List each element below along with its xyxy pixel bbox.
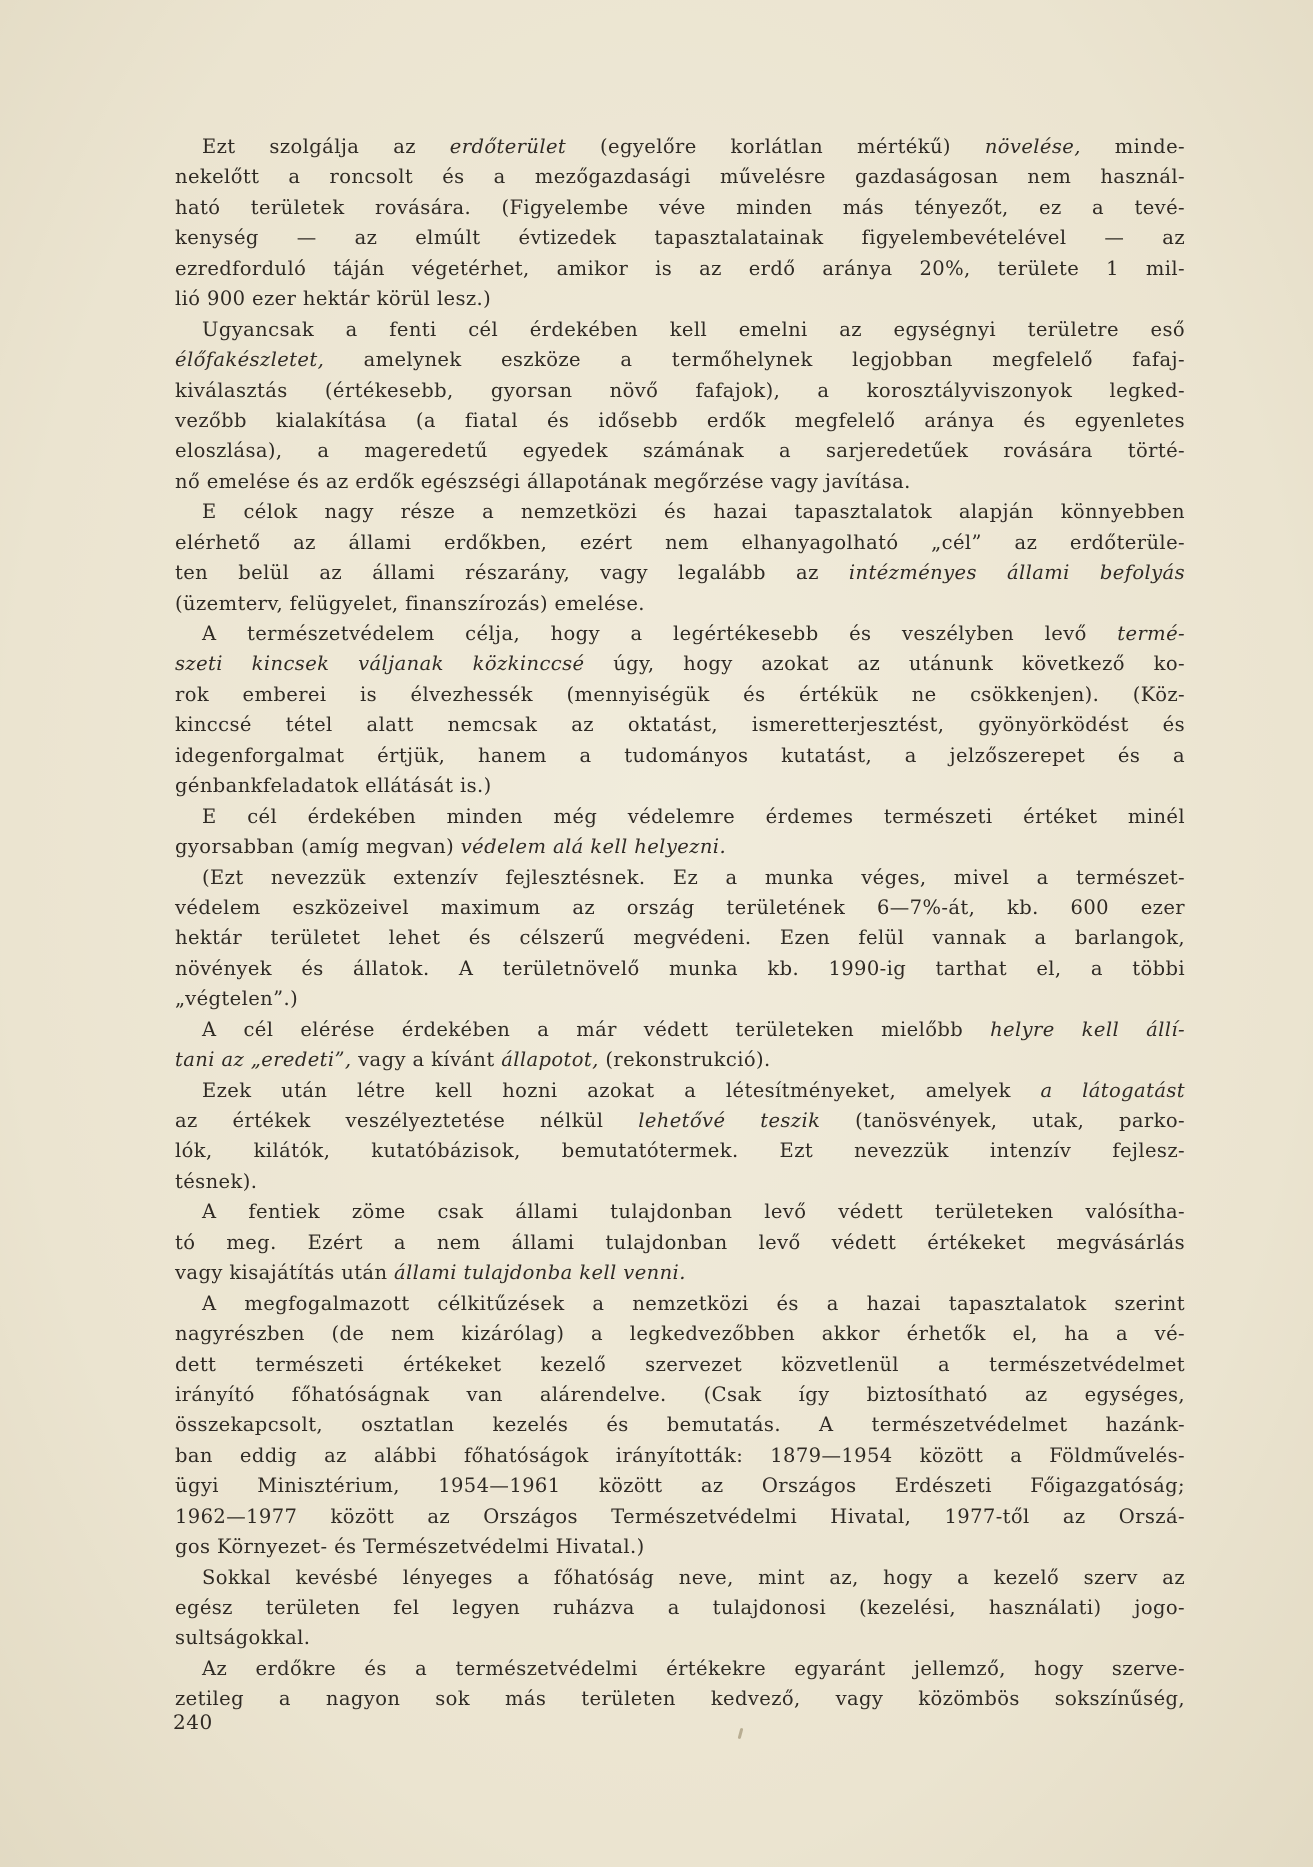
text-segment: Sokkal kevésbé lényeges a főhatóság neve, mint az, hogy a kezelő szerv az bbox=[202, 1565, 1185, 1589]
text-line bbox=[175, 954, 1185, 984]
text-segment: elérhető az állami erdőkben, ezért nem elhanyagolható „cél” az erdőterüle- bbox=[175, 530, 1185, 554]
text-line bbox=[175, 1106, 1185, 1136]
body-text bbox=[175, 132, 1185, 1715]
text-line bbox=[175, 132, 1185, 162]
italic-text: termé- bbox=[1117, 622, 1185, 645]
text-line bbox=[175, 528, 1185, 558]
text-line bbox=[175, 802, 1185, 832]
italic-text: szeti kincsek váljanak közkinccsé bbox=[175, 652, 585, 676]
text-line bbox=[175, 467, 1185, 497]
text-line bbox=[175, 589, 1185, 619]
text-line bbox=[175, 893, 1185, 923]
text-segment: (üzemterv, felügyelet, finanszírozás) emelése. bbox=[175, 591, 645, 615]
text-segment: kenység — az elmúlt évtizedek tapasztalatainak figyelembevételével — az bbox=[175, 226, 1185, 250]
italic-text: a látogatást bbox=[1040, 1078, 1185, 1102]
text-line bbox=[175, 710, 1185, 740]
text-line bbox=[175, 1563, 1185, 1593]
text-segment: (tanösvények, utak, parko- bbox=[820, 1109, 1185, 1132]
text-segment: kinccsé tétel alatt nemcsak az oktatást, ismeretterjesztést, gyönyörködést és bbox=[175, 713, 1185, 737]
text-segment: lók, kilátók, kutatóbázisok, bemutatótermek. Ezt nevezzük intenzív fejlesz- bbox=[175, 1139, 1185, 1163]
text-line bbox=[175, 771, 1185, 801]
page-number: 240 bbox=[173, 1710, 213, 1734]
text-line bbox=[175, 863, 1185, 893]
text-segment: Ezt szolgálja az bbox=[202, 135, 450, 158]
text-segment: ezredforduló táján végetérhet, amikor is az erdő aránya 20%, területe 1 mil- bbox=[175, 256, 1185, 280]
text-line bbox=[175, 1076, 1185, 1106]
text-segment: tésnek). bbox=[175, 1169, 258, 1193]
text-segment: Ugyancsak a fenti cél érdekében kell emelni az egységnyi területre eső bbox=[202, 317, 1185, 341]
italic-text: állami tulajdonba kell venni. bbox=[394, 1261, 686, 1285]
text-segment: rok emberei is élvezhessék (mennyiségük és értékük ne csökkenjen). (Köz- bbox=[175, 682, 1185, 706]
text-line bbox=[175, 376, 1185, 406]
text-segment: (rekonstrukció). bbox=[598, 1048, 771, 1072]
text-segment: dett természeti értékeket kezelő szervezet közvetlenül a természetvédelmet bbox=[175, 1352, 1185, 1376]
text-segment: génbankfeladatok ellátását is.) bbox=[175, 774, 492, 798]
text-line bbox=[175, 315, 1185, 345]
text-line bbox=[175, 1289, 1185, 1319]
text-line bbox=[175, 619, 1185, 649]
text-segment: növények és állatok. A területnövelő munka kb. 1990-ig tarthat el, a többi bbox=[175, 956, 1185, 980]
italic-text: erdőterület bbox=[449, 135, 567, 158]
text-line bbox=[175, 223, 1185, 253]
text-segment: 1962—1977 között az Országos Természetvédelmi Hivatal, 1977-től az Orszá- bbox=[175, 1504, 1185, 1528]
italic-text: intézményes állami befolyás bbox=[848, 561, 1185, 585]
text-line bbox=[175, 1654, 1185, 1684]
text-segment: vezőbb kialakítása (a fiatal és idősebb erdők megfelelő aránya és egyenletes bbox=[175, 408, 1185, 432]
text-segment: nekelőtt a roncsolt és a mezőgazdasági művelésre gazdaságosan nem használ- bbox=[175, 165, 1185, 189]
text-segment: Ezek után létre kell hozni azokat a létesítményeket, amelyek bbox=[202, 1078, 1041, 1102]
text-segment: irányító főhatóságnak van alárendelve. (Csak így biztosítható az egységes, bbox=[175, 1382, 1185, 1406]
text-line bbox=[175, 1410, 1185, 1440]
italic-text: növelése, bbox=[984, 135, 1081, 158]
text-line bbox=[175, 1258, 1185, 1288]
text-line bbox=[175, 1684, 1185, 1714]
text-segment: „végtelen”.) bbox=[175, 987, 299, 1011]
text-segment: A megfogalmazott célkitűzések a nemzetközi és a hazai tapasztalatok szerint bbox=[202, 1291, 1185, 1315]
text-line bbox=[175, 1167, 1185, 1197]
text-line bbox=[175, 193, 1185, 223]
text-line bbox=[175, 1228, 1185, 1258]
text-segment: (Ezt nevezzük extenzív fejlesztésnek. Ez a munka véges, mivel a természet- bbox=[202, 865, 1185, 889]
text-line bbox=[175, 162, 1185, 192]
text-line bbox=[175, 680, 1185, 710]
text-segment: nagyrészben (de nem kizárólag) a legkedvezőbben akkor érhetők el, ha a vé- bbox=[175, 1322, 1185, 1346]
text-segment: hektár területet lehet és célszerű megvédeni. Ezen felül vannak a barlangok, bbox=[175, 926, 1185, 950]
italic-text: élőfakészletet, bbox=[175, 348, 325, 372]
italic-text: tani az „eredeti”, bbox=[175, 1048, 352, 1072]
text-line bbox=[175, 558, 1185, 588]
text-segment: védelem eszközeivel maximum az ország területének 6—7%-át, kb. 600 ezer bbox=[175, 895, 1185, 919]
text-line bbox=[175, 1015, 1185, 1045]
text-segment: kiválasztás (értékesebb, gyorsan növő fafajok), a korosztályviszonyok legked- bbox=[175, 378, 1185, 402]
text-line bbox=[175, 832, 1185, 862]
text-line bbox=[175, 1350, 1185, 1380]
text-segment: ban eddig az alábbi főhatóságok irányították: 1879—1954 között a Földművelés- bbox=[175, 1443, 1185, 1467]
text-segment: gyorsabban (amíg megvan) bbox=[175, 835, 461, 859]
text-line bbox=[175, 1380, 1185, 1410]
text-segment: zetileg a nagyon sok más területen kedvező, vagy közömbös sokszínűség, bbox=[175, 1687, 1185, 1711]
italic-text: lehetővé teszik bbox=[638, 1109, 821, 1132]
text-line bbox=[175, 254, 1185, 284]
text-segment: úgy, hogy azokat az utánunk következő ko- bbox=[584, 652, 1186, 676]
text-segment: tó meg. Ezért a nem állami tulajdonban levő védett értékeket megvásárlás bbox=[175, 1230, 1185, 1254]
text-segment: lió 900 ezer hektár körül lesz.) bbox=[175, 287, 492, 311]
text-segment: összekapcsolt, osztatlan kezelés és bemutatás. A természetvédelmet hazánk- bbox=[175, 1413, 1185, 1437]
text-segment: vagy a kívánt bbox=[351, 1048, 502, 1072]
text-segment: ügyi Minisztérium, 1954—1961 között az Országos Erdészeti Főigazgatóság; bbox=[175, 1474, 1185, 1498]
text-line bbox=[175, 1623, 1185, 1653]
text-segment: nő emelése és az erdők egészségi állapotának megőrzése vagy javítása. bbox=[175, 469, 911, 493]
text-segment: ható területek rovására. (Figyelembe véve minden más tényezőt, ez a tevé- bbox=[175, 195, 1185, 219]
text-line bbox=[175, 1502, 1185, 1532]
text-line bbox=[175, 1471, 1185, 1501]
paper-speck bbox=[738, 1728, 744, 1739]
text-line bbox=[175, 649, 1185, 679]
text-line bbox=[175, 497, 1185, 527]
text-segment: az értékek veszélyeztetése nélkül bbox=[175, 1109, 639, 1132]
text-segment: E cél érdekében minden még védelemre érdemes természeti értéket minél bbox=[202, 804, 1185, 828]
text-segment: A cél elérése érdekében a már védett területeken mielőbb bbox=[202, 1017, 991, 1041]
italic-text: helyre kell állí- bbox=[990, 1017, 1185, 1041]
text-line bbox=[175, 1045, 1185, 1075]
text-segment: Az erdőkre és a természetvédelmi értékekre egyaránt jellemző, hogy szerve- bbox=[202, 1656, 1185, 1680]
text-line bbox=[175, 1441, 1185, 1471]
text-line bbox=[175, 1197, 1185, 1227]
text-line bbox=[175, 1136, 1185, 1166]
text-line bbox=[175, 1532, 1185, 1562]
text-segment: E célok nagy része a nemzetközi és hazai tapasztalatok alapján könnyebben bbox=[202, 500, 1185, 524]
text-segment: vagy kisajátítás után bbox=[175, 1261, 395, 1285]
text-segment: A fentiek zöme csak állami tulajdonban levő védett területeken valósítha- bbox=[202, 1200, 1185, 1224]
text-line bbox=[175, 1593, 1185, 1623]
text-segment: idegenforgalmat értjük, hanem a tudományos kutatást, a jelzőszerepet és a bbox=[175, 743, 1185, 767]
text-segment: sultságokkal. bbox=[175, 1626, 311, 1650]
text-segment: A természetvédelem célja, hogy a legértékesebb és veszélyben levő bbox=[202, 622, 1118, 645]
text-line bbox=[175, 1319, 1185, 1349]
text-line bbox=[175, 741, 1185, 771]
text-line bbox=[175, 406, 1185, 436]
text-segment: ten belül az állami részarány, vagy legalább az bbox=[175, 561, 849, 585]
text-line bbox=[175, 284, 1185, 314]
text-line bbox=[175, 923, 1185, 953]
text-segment: eloszlása), a mageredetű egyedek számának a sarjeredetűek rovására törté- bbox=[175, 439, 1185, 463]
text-segment: amelynek eszköze a termőhelynek legjobban megfelelő fafaj- bbox=[324, 348, 1185, 372]
text-segment: (egyelőre korlátlan mértékű) bbox=[566, 135, 985, 158]
text-segment: minde- bbox=[1080, 135, 1185, 158]
italic-text: állapotot, bbox=[501, 1048, 599, 1072]
text-line bbox=[175, 984, 1185, 1014]
text-segment: gos Környezet- és Természetvédelmi Hivatal.) bbox=[175, 1535, 645, 1559]
italic-text: védelem alá kell helyezni. bbox=[460, 835, 727, 859]
text-line bbox=[175, 345, 1185, 375]
text-line bbox=[175, 436, 1185, 466]
text-segment: egész területen fel legyen ruházva a tulajdonosi (kezelési, használati) jogo- bbox=[175, 1596, 1185, 1619]
